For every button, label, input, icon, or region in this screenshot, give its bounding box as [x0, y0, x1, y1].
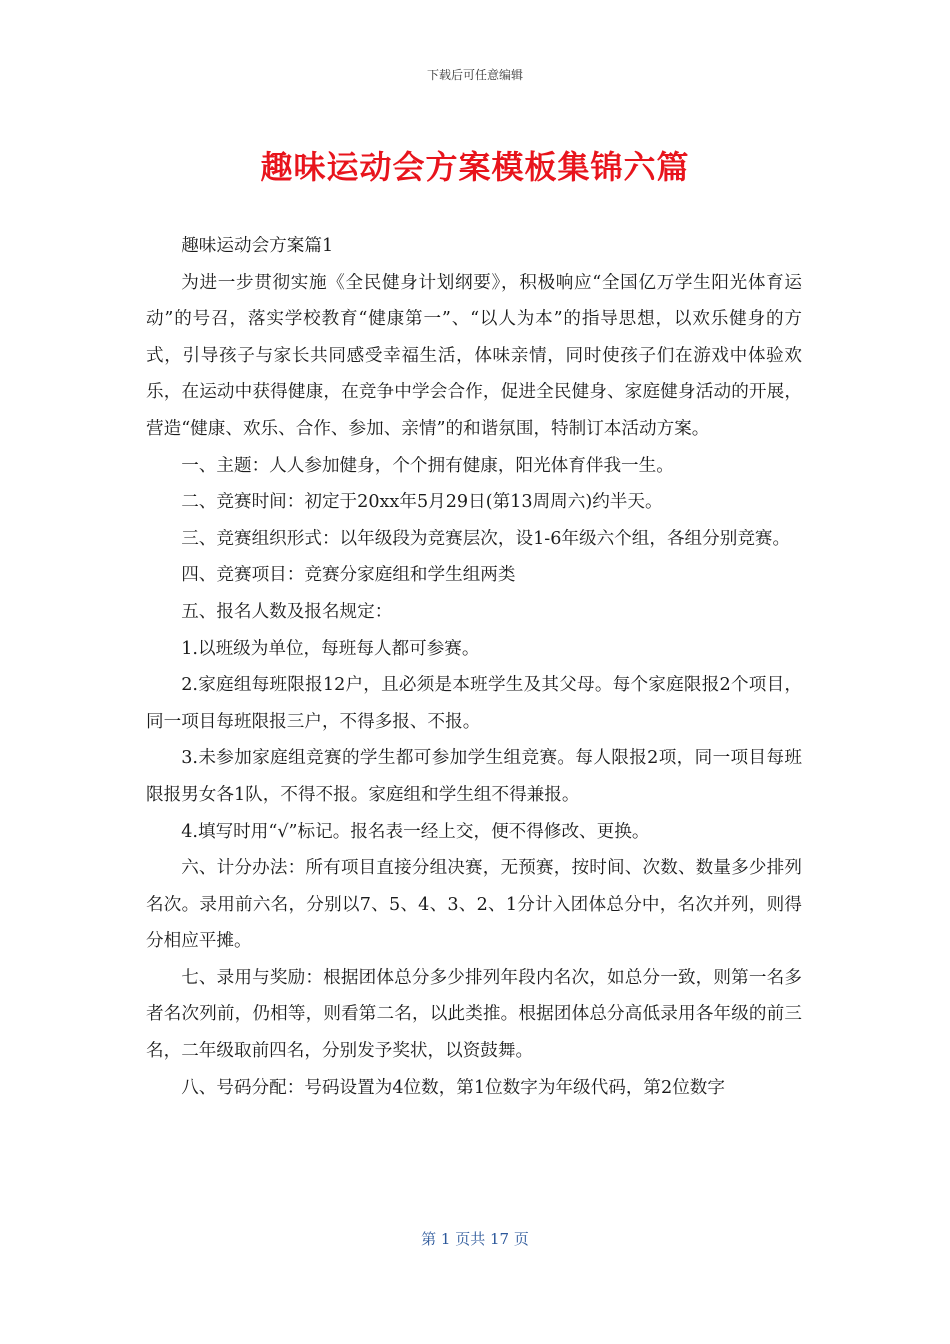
document-body [146, 228, 802, 1106]
page-footer: 第 1 页共 17 页 [421, 1230, 529, 1248]
paragraph: 一、主题：人人参加健身，个个拥有健康，阳光体育伴我一生。 [181, 455, 674, 476]
paragraph: 八、号码分配：号码设置为4位数，第1位数字为年级代码，第2位数字 [181, 1077, 725, 1098]
paragraph: 七、录用与奖励：根据团体总分多少排列年段内名次，如总分一致，则第一名多者名次列前，仍相等，则看第二名，以此类推。根据团体总分高低录用各年级的前三名，二年级取前四名，分别发予奖状，以资鼓舞。 [146, 967, 802, 1062]
document-title: 趣味运动会方案模板集锦六篇 [260, 148, 690, 186]
paragraph: 六、计分办法：所有项目直接分组决赛，无预赛，按时间、次数、数量多少排列名次。录用前六名，分别以7、5、4、3、2、1分计入团体总分中，名次并列，则得分相应平摊。 [146, 858, 802, 952]
paragraph: 为进一步贯彻实施《全民健身计划纲要》，积极响应“全国亿万学生阳光体育运动”的号召，落实学校教育“健康第一”、“以人为本”的指导思想，以欢乐健身的方式，引导孩子与家长共同感受幸福生活，体味亲情，同时使孩子们在游戏中体验欢乐，在运动中获得健康，在竞争中学会合作，促进全民健身、家庭健身活动的开展，营造“健康、欢乐、合作、参加、亲情”的和谐氛围，特制订本活动方案。 [146, 272, 802, 439]
header-note: 下载后可任意编辑 [426, 68, 523, 82]
paragraph: 4.填写时用“√”标记。报名表一经上交，便不得修改、更换。 [181, 821, 650, 842]
paragraph: 趣味运动会方案篇1 [181, 236, 334, 256]
paragraph: 1.以班级为单位，每班每人都可参赛。 [181, 638, 480, 659]
paragraph: 3.未参加家庭组竞赛的学生都可参加学生组竞赛。每人限报2项，同一项目每班限报男女各1队，不得不报。家庭组和学生组不得兼报。 [146, 748, 802, 805]
paragraph: 三、竞赛组织形式：以年级段为竞赛层次，设1-6年级六个组，各组分别竞赛。 [181, 528, 791, 549]
paragraph: 五、报名人数及报名规定： [181, 601, 393, 622]
paragraph: 四、竞赛项目：竞赛分家庭组和学生组两类 [181, 565, 516, 586]
paragraph: 2.家庭组每班限报12户，且必须是本班学生及其父母。每个家庭限报2个项目，同一项目每班限报三户，不得多报、不报。 [146, 675, 802, 732]
paragraph: 二、竞赛时间：初定于20xx年5月29日(第13周周六)约半天。 [181, 492, 663, 513]
